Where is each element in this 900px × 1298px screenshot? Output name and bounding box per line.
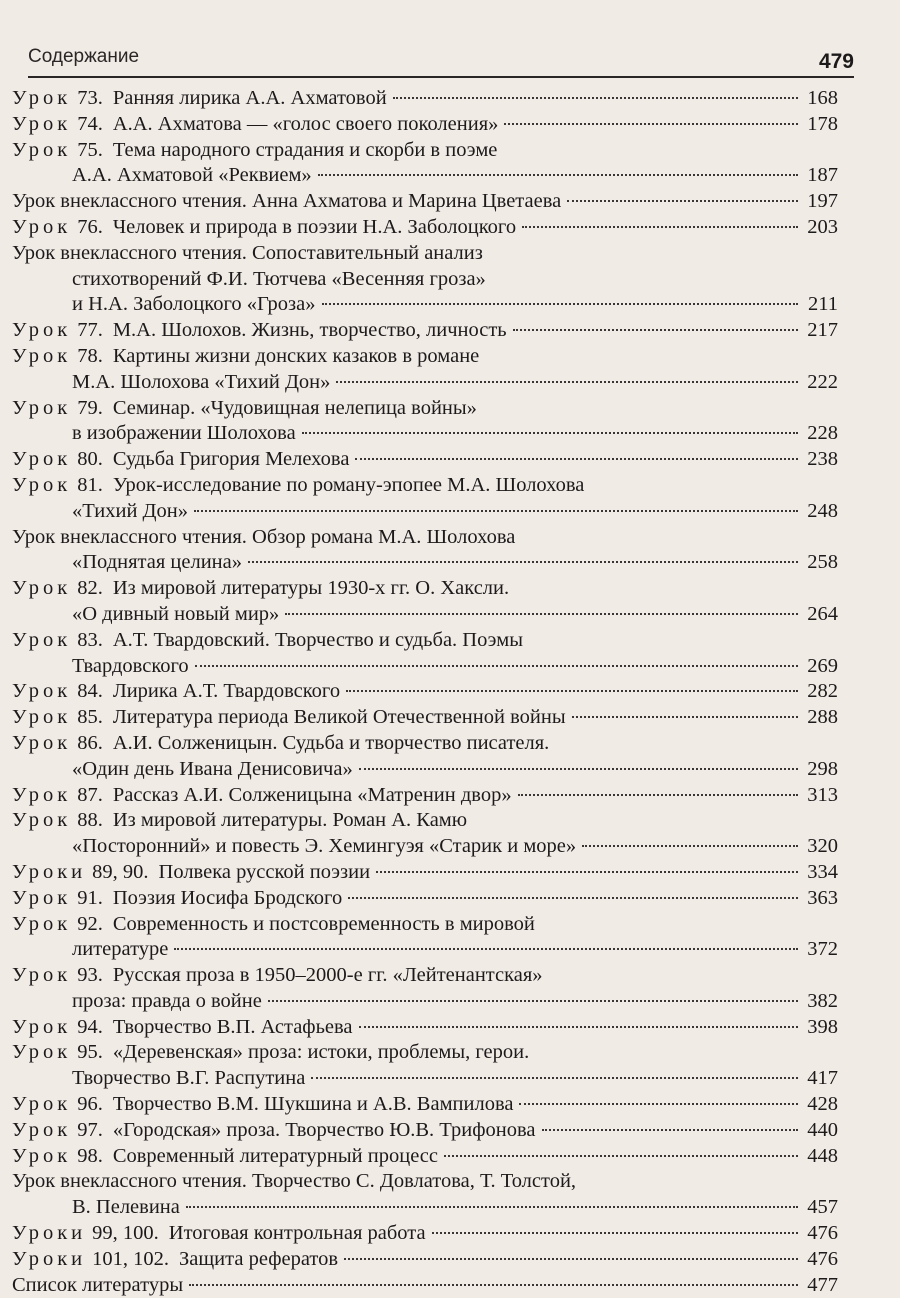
toc-entry-line: [12, 550, 838, 576]
toc-entry-line: [12, 86, 838, 112]
dot-leader: [376, 871, 798, 873]
entry-page-number: 187: [807, 164, 838, 187]
lesson-title: М.А. Шолохов. Жизнь, творчество, личность: [112, 319, 507, 342]
lesson-label: Урок: [12, 1015, 72, 1038]
lesson-title: «Посторонний» и повесть Э. Хемингуэя «Старик и море»: [72, 835, 577, 858]
toc-entry: [12, 1169, 838, 1221]
lesson-title: Современный литературный процесс: [112, 1144, 438, 1167]
lesson-label: Урок: [12, 396, 72, 419]
lesson-label: Урок: [12, 1093, 72, 1116]
toc-entry: [12, 473, 838, 525]
toc-entry-line: [12, 292, 838, 318]
entry-page-number: 440: [807, 1118, 838, 1141]
dot-leader: [195, 665, 798, 667]
dot-leader: [344, 1258, 798, 1260]
toc-entry-line: [12, 1092, 838, 1118]
lesson-number: 88.: [77, 809, 103, 832]
toc-entry: [12, 525, 838, 577]
dot-leader: [322, 303, 798, 305]
lesson-title: Современность и постсовременность в мировой: [112, 912, 535, 935]
toc-entry: [12, 215, 838, 241]
toc-entry: [12, 1092, 838, 1118]
lesson-number: 82.: [77, 577, 103, 600]
entry-page-number: 211: [808, 293, 838, 316]
entry-page-number: 448: [807, 1144, 838, 1167]
lesson-number: 89, 90.: [92, 860, 149, 883]
toc-entry-line: [12, 731, 838, 757]
toc-entry-line: [12, 602, 838, 628]
toc-entry: [12, 705, 838, 731]
toc-entry: [12, 1118, 838, 1144]
toc-entry-line: [12, 163, 838, 189]
entry-page-number: 258: [807, 551, 838, 574]
lesson-number: 87.: [77, 783, 103, 806]
table-of-contents: [12, 86, 838, 1298]
entry-page-number: 417: [807, 1067, 838, 1090]
toc-entry-line: [12, 834, 838, 860]
lesson-label: Урок: [12, 215, 72, 238]
lesson-number: 98.: [77, 1144, 103, 1167]
toc-entry-line: [12, 138, 838, 164]
lesson-label: Урок: [12, 964, 72, 987]
dot-leader: [359, 768, 798, 770]
toc-entry-line: [12, 963, 838, 989]
dot-leader: [186, 1206, 798, 1208]
toc-entry-line: [12, 1195, 838, 1221]
lesson-title: проза: правда о войне: [72, 989, 262, 1012]
entry-page-number: 269: [807, 654, 838, 677]
lesson-number: 86.: [77, 731, 103, 754]
lesson-title: «Городская» проза. Творчество Ю.В. Трифонова: [112, 1118, 536, 1141]
toc-entry-line: [12, 1169, 838, 1195]
lesson-label: Уроки: [12, 1247, 87, 1270]
entry-page-number: 222: [807, 370, 838, 393]
lesson-title: в изображении Шолохова: [72, 422, 296, 445]
dot-leader: [542, 1129, 798, 1131]
toc-entry: [12, 396, 838, 448]
lesson-label: Урок: [12, 344, 72, 367]
entry-page-number: 217: [807, 319, 838, 342]
dot-leader: [302, 432, 798, 434]
toc-entry-line: [12, 757, 838, 783]
lesson-title: «Тихий Дон»: [72, 499, 189, 522]
toc-entry-line: [12, 1144, 838, 1170]
toc-entry: [12, 189, 838, 215]
toc-entry-line: [12, 421, 838, 447]
entry-page-number: 476: [807, 1247, 838, 1270]
dot-leader: [572, 716, 798, 718]
dot-leader: [318, 174, 798, 176]
lesson-title: Рассказ А.И. Солженицына «Матренин двор»: [112, 783, 512, 806]
entry-page-number: 313: [807, 783, 838, 806]
lesson-number: 81.: [77, 473, 103, 496]
lesson-title: Урок внеклассного чтения. Сопоставительный анализ: [12, 241, 483, 264]
entry-page-number: 228: [807, 422, 838, 445]
dot-leader: [268, 1000, 798, 1002]
entry-page-number: 197: [807, 190, 838, 213]
toc-entry-line: [12, 886, 838, 912]
toc-entry: [12, 86, 838, 112]
lesson-number: 77.: [77, 319, 103, 342]
dot-leader: [504, 123, 798, 125]
entry-page-number: 382: [807, 989, 838, 1012]
lesson-title: Защита рефератов: [179, 1247, 339, 1270]
toc-entry-line: [12, 1066, 838, 1092]
lesson-label: Урок: [12, 886, 72, 909]
lesson-title: А.И. Солженицын. Судьба и творчество писателя.: [112, 731, 550, 754]
lesson-title: Список литературы: [12, 1273, 184, 1296]
lesson-title: Урок внеклассного чтения. Творчество С. Довлатова, Т. Толстой,: [12, 1170, 577, 1193]
toc-entry: [12, 344, 838, 396]
lesson-number: 99, 100.: [92, 1222, 159, 1245]
toc-entry-line: [12, 473, 838, 499]
lesson-label: Урок: [12, 138, 72, 161]
toc-entry-line: [12, 1273, 838, 1298]
entry-page-number: 168: [807, 87, 838, 109]
toc-entry-line: [12, 989, 838, 1015]
toc-entry-line: [12, 654, 838, 680]
toc-entry: [12, 808, 838, 860]
toc-entry: [12, 576, 838, 628]
lesson-title: Человек и природа в поэзии Н.А. Заболоцкого: [112, 215, 517, 238]
entry-page-number: 288: [807, 706, 838, 729]
lesson-label: Урок: [12, 319, 72, 342]
toc-entry-line: [12, 912, 838, 938]
toc-entry: [12, 912, 838, 964]
dot-leader: [582, 845, 798, 847]
dot-leader: [194, 510, 798, 512]
entry-page-number: 334: [807, 860, 838, 883]
toc-entry-line: [12, 1015, 838, 1041]
toc-entry-line: [12, 370, 838, 396]
lesson-label: Урок: [12, 87, 72, 109]
lesson-number: 97.: [77, 1118, 103, 1141]
dot-leader: [311, 1077, 798, 1079]
lesson-number: 73.: [77, 87, 103, 109]
toc-entry-line: [12, 499, 838, 525]
entry-page-number: 282: [807, 680, 838, 703]
lesson-label: Урок: [12, 912, 72, 935]
lesson-title: А.А. Ахматовой «Реквием»: [72, 164, 312, 187]
lesson-title: М.А. Шолохова «Тихий Дон»: [72, 370, 331, 393]
lesson-label: Урок: [12, 628, 72, 651]
lesson-title: Лирика А.Т. Твардовского: [112, 680, 341, 703]
lesson-label: Уроки: [12, 1222, 87, 1245]
lesson-title: Семинар. «Чудовищная нелепица войны»: [112, 396, 477, 419]
toc-entry-line: [12, 318, 838, 344]
lesson-label: Урок: [12, 1118, 72, 1141]
dot-leader: [444, 1155, 798, 1157]
lesson-title: Судьба Григория Мелехова: [112, 448, 350, 471]
toc-entry-line: [12, 525, 838, 551]
lesson-number: 80.: [77, 448, 103, 471]
toc-entry: [12, 860, 838, 886]
dot-leader: [348, 897, 798, 899]
entry-page-number: 264: [807, 602, 838, 625]
entry-page-number: 398: [807, 1015, 838, 1038]
toc-entry-line: [12, 783, 838, 809]
dot-leader: [336, 381, 798, 383]
lesson-number: 85.: [77, 706, 103, 729]
dot-leader: [285, 613, 798, 615]
dot-leader: [513, 329, 798, 331]
toc-entry: [12, 447, 838, 473]
toc-entry: [12, 1273, 838, 1298]
lesson-title: А.Т. Твардовский. Творчество и судьба. Поэмы: [112, 628, 523, 651]
entry-page-number: 178: [807, 112, 838, 135]
lesson-number: 93.: [77, 964, 103, 987]
toc-entry: [12, 318, 838, 344]
dot-leader: [359, 1026, 798, 1028]
lesson-number: 96.: [77, 1093, 103, 1116]
toc-entry: [12, 731, 838, 783]
dot-leader: [393, 97, 798, 99]
lesson-title: Творчество В.М. Шукшина и А.В. Вампилова: [112, 1093, 514, 1116]
toc-entry: [12, 886, 838, 912]
lesson-number: 78.: [77, 344, 103, 367]
toc-entry-line: [12, 396, 838, 422]
dot-leader: [519, 1103, 798, 1105]
lesson-title: Итоговая контрольная работа: [168, 1222, 426, 1245]
lesson-title: Урок внеклассного чтения. Обзор романа М.А. Шолохова: [12, 525, 516, 548]
lesson-title: «Поднятая целина»: [72, 551, 242, 574]
lesson-title: литературе: [72, 938, 169, 961]
lesson-title: стихотворений Ф.И. Тютчева «Весенняя гроза»: [72, 267, 486, 290]
toc-entry-line: [12, 679, 838, 705]
toc-entry: [12, 1221, 838, 1247]
lesson-title: В. Пелевина: [72, 1196, 180, 1219]
lesson-label: Урок: [12, 1041, 72, 1064]
toc-entry: [12, 241, 838, 318]
toc-entry-line: [12, 1040, 838, 1066]
lesson-title: «О дивный новый мир»: [72, 602, 280, 625]
lesson-title: Полвека русской поэзии: [158, 860, 371, 883]
lesson-title: Тема народного страдания и скорби в поэме: [112, 138, 498, 161]
lesson-label: Урок: [12, 680, 72, 703]
lesson-title: «Деревенская» проза: истоки, проблемы, герои.: [112, 1041, 530, 1064]
entry-page-number: 457: [807, 1196, 838, 1219]
lesson-number: 84.: [77, 680, 103, 703]
toc-entry-line: [12, 1118, 838, 1144]
toc-entry-line: [12, 241, 838, 267]
lesson-title: Твардовского: [72, 654, 189, 677]
entry-page-number: 298: [807, 757, 838, 780]
lesson-title: Поэзия Иосифа Бродского: [112, 886, 343, 909]
entry-page-number: 372: [807, 938, 838, 961]
lesson-number: 79.: [77, 396, 103, 419]
toc-entry-line: [12, 112, 838, 138]
toc-entry: [12, 679, 838, 705]
lesson-number: 94.: [77, 1015, 103, 1038]
page-number: 479: [818, 50, 854, 73]
lesson-title: Картины жизни донских казаков в романе: [112, 344, 480, 367]
toc-entry: [12, 628, 838, 680]
dot-leader: [522, 226, 798, 228]
toc-entry-line: [12, 937, 838, 963]
toc-entry: [12, 1247, 838, 1273]
toc-entry-line: [12, 576, 838, 602]
toc-entry: [12, 1040, 838, 1092]
entry-page-number: 363: [807, 886, 838, 909]
entry-page-number: 203: [807, 215, 838, 238]
lesson-number: 75.: [77, 138, 103, 161]
dot-leader: [432, 1232, 798, 1234]
entry-page-number: 476: [807, 1222, 838, 1245]
toc-entry: [12, 138, 838, 190]
lesson-title: Литература периода Великой Отечественной войны: [112, 706, 566, 729]
entry-page-number: 320: [807, 835, 838, 858]
toc-entry-line: [12, 267, 838, 293]
lesson-label: Урок: [12, 112, 72, 135]
lesson-number: 92.: [77, 912, 103, 935]
entry-page-number: 477: [807, 1273, 838, 1296]
entry-page-number: 238: [807, 448, 838, 471]
toc-entry-line: [12, 1221, 838, 1247]
page-header: [28, 40, 854, 78]
dot-leader: [346, 690, 798, 692]
entry-page-number: 428: [807, 1093, 838, 1116]
toc-entry-line: [12, 705, 838, 731]
dot-leader: [567, 200, 798, 202]
toc-entry-line: [12, 189, 838, 215]
lesson-number: 74.: [77, 112, 103, 135]
toc-entry-line: [12, 344, 838, 370]
dot-leader: [248, 561, 798, 563]
lesson-label: Урок: [12, 731, 72, 754]
lesson-label: Урок: [12, 783, 72, 806]
section-title: Содержание: [28, 46, 140, 67]
lesson-title: А.А. Ахматова — «голос своего поколения»: [112, 112, 499, 135]
lesson-number: 101, 102.: [92, 1247, 170, 1270]
lesson-title: Творчество В.Г. Распутина: [72, 1067, 306, 1090]
toc-entry-line: [12, 628, 838, 654]
lesson-label: Уроки: [12, 860, 87, 883]
lesson-title: «Один день Ивана Денисовича»: [72, 757, 353, 780]
lesson-title: Ранняя лирика А.А. Ахматовой: [112, 87, 387, 109]
lesson-number: 95.: [77, 1041, 103, 1064]
toc-entry-line: [12, 1247, 838, 1273]
toc-entry: [12, 783, 838, 809]
toc-entry-line: [12, 447, 838, 473]
dot-leader: [518, 794, 798, 796]
dot-leader: [189, 1284, 798, 1286]
lesson-label: Урок: [12, 577, 72, 600]
toc-entry: [12, 963, 838, 1015]
lesson-label: Урок: [12, 448, 72, 471]
lesson-label: Урок: [12, 809, 72, 832]
dot-leader: [355, 458, 798, 460]
lesson-title: и Н.А. Заболоцкого «Гроза»: [72, 293, 316, 316]
toc-entry-line: [12, 215, 838, 241]
lesson-label: Урок: [12, 473, 72, 496]
lesson-title: Урок-исследование по роману-эпопее М.А. Шолохова: [112, 473, 585, 496]
lesson-label: Урок: [12, 706, 72, 729]
dot-leader: [174, 948, 798, 950]
lesson-number: 83.: [77, 628, 103, 651]
toc-entry: [12, 1015, 838, 1041]
toc-entry-line: [12, 860, 838, 886]
entry-page-number: 248: [807, 499, 838, 522]
toc-entry-line: [12, 808, 838, 834]
lesson-title: Урок внеклассного чтения. Анна Ахматова и Марина Цветаева: [12, 190, 562, 213]
lesson-title: Русская проза в 1950–2000-е гг. «Лейтенантская»: [112, 964, 543, 987]
lesson-number: 76.: [77, 215, 103, 238]
lesson-number: 91.: [77, 886, 103, 909]
lesson-label: Урок: [12, 1144, 72, 1167]
lesson-title: Творчество В.П. Астафьева: [112, 1015, 353, 1038]
toc-entry: [12, 1144, 838, 1170]
lesson-title: Из мировой литературы. Роман А. Камю: [112, 809, 468, 832]
lesson-title: Из мировой литературы 1930-х гг. О. Хаксли.: [112, 577, 510, 600]
toc-entry: [12, 112, 838, 138]
